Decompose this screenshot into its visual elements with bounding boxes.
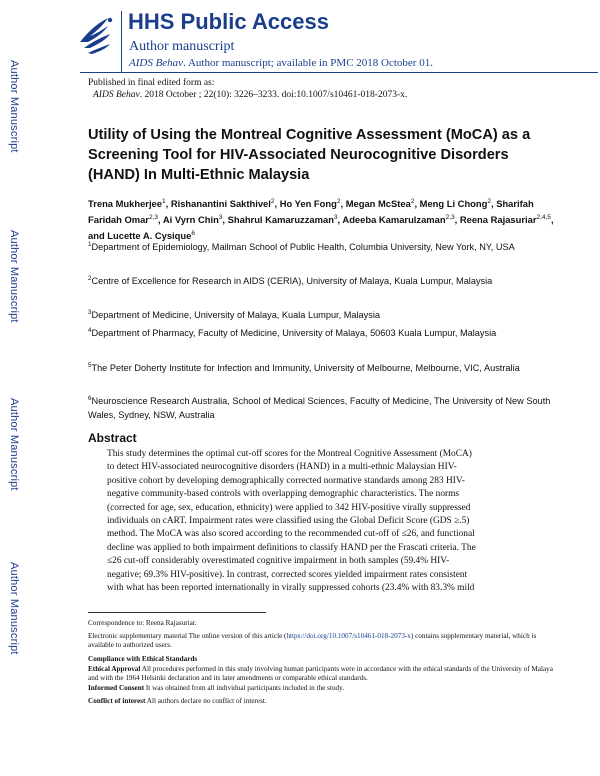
citation-details: . 2018 October ; 22(10): 3226–3233. doi:10.1007/s10461-018-2073-x. — [139, 90, 408, 100]
abstract-line: ≤26 cut-off considerably overestimated cognitive impairment in both samples (59.4% HIV- — [107, 556, 450, 567]
author-separator: , — [222, 214, 228, 226]
citation-text: . Author manuscript; available in PMC 2018 October 01. — [183, 57, 433, 69]
journal-name: AIDS Behav — [93, 90, 140, 100]
abstract-heading: Abstract — [88, 431, 137, 445]
abstract-line: method. The MoCA was also scored according to the recommended cut-off of ≤26, and functional — [107, 529, 475, 540]
published-label: Published in final edited form as: — [88, 78, 215, 88]
abstract-line: with what has been reported internationally in virally suppressed cohorts (23.4% with 83.3% mild — [107, 583, 475, 594]
correspondence-note: Correspondence to: Reena Rajasuriar. — [88, 619, 197, 627]
hhs-eagle-icon — [74, 12, 116, 58]
side-label-author-manuscript: Author Manuscript — [8, 562, 20, 655]
author-affiliation-mark: 1 — [162, 198, 166, 205]
footnote-rule — [88, 612, 266, 613]
affiliation: $^6$Neuroscience Research Australia, School of Medical Sciences, Faculty of Medicine, The University of New South Wales, Sydney, NSW, Australia — [88, 395, 551, 420]
abstract-line: positive cohort by developing demographically corrected normative standards among 283 HIV- — [107, 475, 465, 486]
side-label-author-manuscript: Author Manuscript — [8, 60, 20, 153]
informed-consent-note: Informed Consent It was obtained from all individual participants included in the study. — [88, 684, 345, 692]
author-affiliation-mark: 3 — [333, 214, 338, 222]
conflict-of-interest-note: Conflict of interest All authors declare no conflict of interest. — [88, 697, 267, 705]
journal-name: AIDS Behav — [129, 57, 184, 69]
publication-info — [88, 77, 407, 101]
author-separator: , — [490, 198, 497, 210]
author-name: Sharifah Faridah Omar — [88, 198, 534, 226]
affiliation: $^4$Department of Pharmacy, Faculty of Medicine, University of Malaya, 50603 Kuala Lumpur, Malaysia — [88, 327, 497, 339]
header-divider — [121, 11, 122, 72]
author-separator: , — [340, 198, 346, 210]
author-name: Shahrul Kamaruzzaman — [227, 214, 334, 226]
author-name: Rishanantini Sakthivel — [170, 198, 271, 210]
affiliation: $^5$The Peter Doherty Institute for Infection and Immunity, University of Melbourne, Melbourne, VIC, Australia — [88, 362, 520, 374]
author-name: Lucette A. Cysique — [107, 230, 192, 242]
author-name: Ho Yen Fong — [279, 198, 337, 210]
compliance-heading: Compliance with Ethical Standards — [88, 655, 198, 663]
author-name: Meng Li Chong — [419, 198, 488, 210]
author-affiliation-mark: 2 — [270, 198, 275, 205]
affiliation: $^2$Centre of Excellence for Research in AIDS (CERIA), University of Malaya, Kuala Lumpur, Malaysia — [88, 275, 493, 287]
abstract-line: (corrected for age, sex, education, ethnicity) were applied to 342 HIV-positive virally suppressed — [107, 502, 471, 513]
author-separator: , — [454, 214, 460, 226]
author-name: Adeeba Kamarulzaman — [342, 214, 446, 226]
author-separator: , — [414, 198, 420, 210]
author-name: Trena Mukherjee — [88, 198, 162, 210]
author-name: Reena Rajasuriar — [459, 214, 537, 226]
author-separator: , — [165, 198, 171, 210]
abstract-line: individuals on cART. Impairment rates were classified using the Global Deficit Score (GDS ≥.5) — [107, 516, 470, 527]
author-name: Ai Vyrn Chin — [162, 214, 219, 226]
hhs-public-access-title: HHS Public Access — [128, 9, 329, 34]
author-affiliation-mark: 2 — [410, 198, 415, 205]
author-manuscript-label: Author manuscript — [129, 39, 235, 54]
author-affiliation-mark: 3 — [218, 214, 223, 222]
header-rule — [80, 72, 598, 73]
affiliation: $^1$Department of Epidemiology, Mailman School of Public Health, Columbia University, New York, NY, USA — [88, 241, 515, 253]
abstract-line: This study determines the optimal cut-off scores for the Montreal Cognitive Assessment (MoCA) — [107, 449, 472, 459]
abstract-line: negative; 69.3% HIV-positive). In contrast, corrected scores yielded impairment rates consistent — [107, 569, 468, 580]
author-affiliation-mark: 6 — [191, 230, 195, 238]
author-affiliation-mark: 2,3 — [445, 214, 455, 222]
side-label-author-manuscript: Author Manuscript — [8, 230, 20, 323]
author-list — [88, 195, 558, 243]
abstract-body — [107, 448, 537, 595]
author-separator: , and — [88, 214, 554, 242]
author-affiliation-mark: 2,3 — [148, 214, 159, 222]
abstract-line: negative community-based controls with overlapping demographic characteristics. The norms — [107, 489, 460, 500]
side-label-author-manuscript: Author Manuscript — [8, 398, 20, 491]
abstract-line: to detect HIV-associated neurocognitive disorders (HAND) in a multi-ethnic Malaysian HIV- — [107, 462, 457, 473]
author-name: Megan McStea — [345, 198, 411, 210]
abstract-line: decline was applied to both impairment definitions to classify HAND per the Frascati criteria. The — [107, 542, 476, 553]
published-citation — [88, 89, 407, 101]
author-separator: , — [158, 214, 163, 226]
doi-link[interactable]: https://doi.org/10.1007/s10461-018-2073-x — [286, 632, 411, 640]
author-affiliation-mark: 2 — [487, 198, 491, 205]
affiliation: $^3$Department of Medicine, University of Malaya, Kuala Lumpur, Malaysia — [88, 309, 380, 321]
esm-note: Electronic supplementary material The online version of this article (https://doi.org/10.1007/s10461-018-2073-x) contains supplementary material, which is available to authorized users. — [88, 632, 537, 650]
author-separator: , — [337, 214, 343, 226]
author-separator: , — [274, 198, 280, 210]
paper-title: Utility of Using the Montreal Cognitive Assessment (MoCA) as a Screening Tool for HIV-Associated Neurocognitive Disorders (HAND) In Multi-Ethnic Malaysia — [88, 127, 531, 183]
author-affiliation-mark: 2 — [336, 198, 341, 205]
header-citation — [129, 57, 433, 69]
ethical-approval-note: Ethical Approval All procedures performed in this study involving human participants were in accordance with the ethical standards of the University of Malaya and with the 1964 Helsinki declaration and its later amendments or comparable ethical standards. — [88, 665, 553, 683]
author-affiliation-mark: 2,4,5 — [536, 214, 551, 222]
